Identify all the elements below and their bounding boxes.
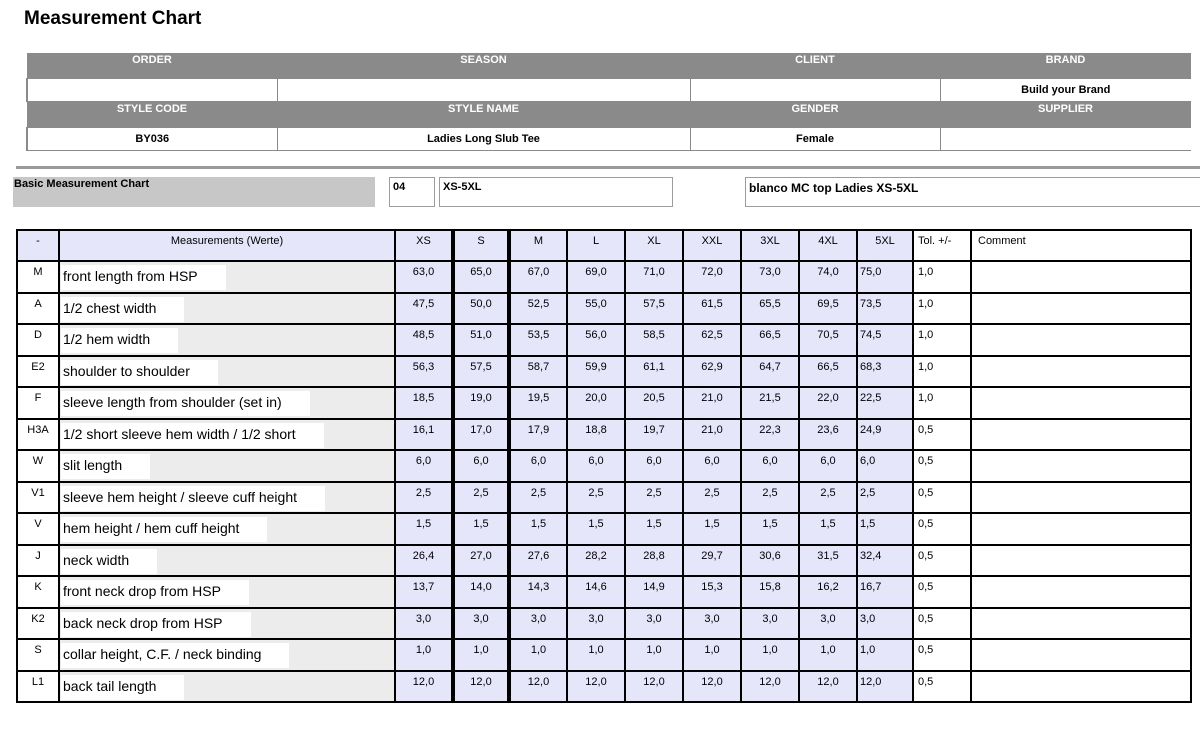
value-4xl[interactable]: 3,0 [799,608,857,640]
value-xl[interactable]: 12,0 [625,671,683,703]
row-code: A [17,293,59,325]
brand-label: BRAND [940,53,1191,79]
value-4xl[interactable]: 23,6 [799,419,857,451]
value-m[interactable]: 27,6 [509,545,567,577]
measurement-name-cell [59,671,395,703]
value-4xl[interactable]: 31,5 [799,545,857,577]
value-3xl[interactable]: 15,8 [741,576,799,608]
row-code: D [17,324,59,356]
value-m[interactable]: 2,5 [509,482,567,514]
tolerance-cell[interactable]: 0,5 [913,513,971,545]
value-s[interactable]: 17,0 [453,419,509,451]
value-5xl[interactable]: 1,0 [857,639,913,671]
page-title: Measurement Chart [24,8,202,29]
value-l[interactable]: 28,2 [567,545,625,577]
value-xxl[interactable]: 1,0 [683,639,741,671]
measurement-name[interactable]: 1/2 short sleeve hem width / 1/2 short [61,423,324,448]
measurement-name[interactable]: collar height, C.F. / neck binding [61,643,289,668]
tolerance-cell[interactable]: 0,5 [913,576,971,608]
value-xxl[interactable]: 3,0 [683,608,741,640]
client-field[interactable] [690,79,940,102]
measurement-name[interactable]: sleeve hem height / sleeve cuff height [61,486,325,511]
value-l[interactable]: 69,0 [567,261,625,293]
value-l[interactable]: 6,0 [567,450,625,482]
col-header-5xl: 5XL [857,230,913,261]
value-xxl[interactable]: 72,0 [683,261,741,293]
value-4xl[interactable]: 69,5 [799,293,857,325]
value-xs[interactable]: 16,1 [395,419,453,451]
value-s[interactable]: 3,0 [453,608,509,640]
comment-cell[interactable] [971,671,1191,703]
comment-cell[interactable] [971,419,1191,451]
row-code: E2 [17,356,59,388]
description-field[interactable]: blanco MC top Ladies XS-5XL [745,177,1200,207]
value-s[interactable]: 12,0 [453,671,509,703]
value-4xl[interactable]: 74,0 [799,261,857,293]
value-xs[interactable]: 6,0 [395,450,453,482]
measurement-name-cell [59,482,395,514]
header-info-grid [26,53,1191,151]
value-4xl[interactable]: 6,0 [799,450,857,482]
value-m[interactable]: 52,5 [509,293,567,325]
size-range-field[interactable]: XS-5XL [439,177,673,207]
measurement-name-cell [59,356,395,388]
value-xxl[interactable]: 15,3 [683,576,741,608]
order-field[interactable] [27,79,277,102]
table-row [17,608,1191,640]
col-header-xl: XL [625,230,683,261]
row-code: V [17,513,59,545]
comment-cell[interactable] [971,387,1191,419]
measurement-name[interactable]: front neck drop from HSP [61,580,249,605]
value-4xl[interactable]: 70,5 [799,324,857,356]
value-5xl[interactable]: 6,0 [857,450,913,482]
value-m[interactable]: 3,0 [509,608,567,640]
value-l[interactable]: 55,0 [567,293,625,325]
value-s[interactable]: 65,0 [453,261,509,293]
value-4xl[interactable]: 1,5 [799,513,857,545]
measurement-name[interactable]: shoulder to shoulder [61,360,218,385]
col-header-l: L [567,230,625,261]
value-xl[interactable]: 3,0 [625,608,683,640]
col-header-code: - [17,230,59,261]
value-m[interactable]: 6,0 [509,450,567,482]
value-xs[interactable]: 12,0 [395,671,453,703]
value-xs[interactable]: 3,0 [395,608,453,640]
value-xs[interactable]: 13,7 [395,576,453,608]
row-code: V1 [17,482,59,514]
value-m[interactable]: 12,0 [509,671,567,703]
table-row [17,356,1191,388]
row-code: K [17,576,59,608]
value-3xl[interactable]: 66,5 [741,324,799,356]
row-code: J [17,545,59,577]
value-3xl[interactable]: 1,5 [741,513,799,545]
value-xxl[interactable]: 12,0 [683,671,741,703]
value-xl[interactable]: 1,0 [625,639,683,671]
value-5xl[interactable]: 32,4 [857,545,913,577]
row-code: M [17,261,59,293]
table-row [17,576,1191,608]
measurement-name[interactable]: hem height / hem cuff height [61,517,267,542]
table-row [17,419,1191,451]
value-5xl[interactable]: 74,5 [857,324,913,356]
table-row [17,482,1191,514]
measurement-name-cell [59,513,395,545]
value-4xl[interactable]: 66,5 [799,356,857,388]
row-code: S [17,639,59,671]
value-s[interactable]: 1,5 [453,513,509,545]
col-header-m: M [509,230,567,261]
value-xxl[interactable]: 62,5 [683,324,741,356]
tolerance-cell[interactable]: 0,5 [913,639,971,671]
value-xl[interactable]: 28,8 [625,545,683,577]
table-row [17,513,1191,545]
value-5xl[interactable]: 24,9 [857,419,913,451]
supplier-label: SUPPLIER [940,102,1191,128]
value-l[interactable]: 56,0 [567,324,625,356]
comment-cell[interactable] [971,576,1191,608]
value-s[interactable]: 27,0 [453,545,509,577]
tolerance-cell[interactable]: 0,5 [913,482,971,514]
measurement-name[interactable]: back tail length [61,675,184,700]
measurement-name-cell [59,450,395,482]
measurement-name[interactable]: sleeve length from shoulder (set in) [61,391,310,416]
table-row [17,261,1191,293]
row-code: K2 [17,608,59,640]
value-xs[interactable]: 1,5 [395,513,453,545]
supplier-field[interactable] [940,128,1191,151]
value-s[interactable]: 1,0 [453,639,509,671]
col-header-xxl: XXL [683,230,741,261]
value-3xl[interactable]: 3,0 [741,608,799,640]
client-label: CLIENT [690,53,940,79]
value-3xl[interactable]: 2,5 [741,482,799,514]
value-4xl[interactable]: 22,0 [799,387,857,419]
value-3xl[interactable]: 22,3 [741,419,799,451]
table-row [17,639,1191,671]
measurement-name[interactable]: back neck drop from HSP [61,612,251,637]
value-3xl[interactable]: 12,0 [741,671,799,703]
row-code: H3A [17,419,59,451]
value-5xl[interactable]: 1,5 [857,513,913,545]
col-header-tolerance: Tol. +/- [913,230,971,261]
code-field[interactable]: 04 [389,177,435,207]
value-xl[interactable]: 20,5 [625,387,683,419]
style-code-label: STYLE CODE [27,102,277,128]
value-m[interactable]: 1,5 [509,513,567,545]
value-5xl[interactable]: 12,0 [857,671,913,703]
measurement-name-cell [59,576,395,608]
value-l[interactable]: 18,8 [567,419,625,451]
tolerance-cell[interactable]: 0,5 [913,450,971,482]
value-5xl[interactable]: 3,0 [857,608,913,640]
value-s[interactable]: 6,0 [453,450,509,482]
value-xs[interactable]: 18,5 [395,387,453,419]
col-header-4xl: 4XL [799,230,857,261]
table-header-row [17,230,1191,261]
value-s[interactable]: 57,5 [453,356,509,388]
value-xl[interactable]: 1,5 [625,513,683,545]
row-code: F [17,387,59,419]
value-3xl[interactable]: 30,6 [741,545,799,577]
value-l[interactable]: 59,9 [567,356,625,388]
tolerance-cell[interactable]: 0,5 [913,608,971,640]
value-3xl[interactable]: 21,5 [741,387,799,419]
value-s[interactable]: 19,0 [453,387,509,419]
measurement-name-cell [59,608,395,640]
value-xs[interactable]: 26,4 [395,545,453,577]
value-l[interactable]: 2,5 [567,482,625,514]
style-name-field[interactable]: Ladies Long Slub Tee [277,128,690,151]
row-code: W [17,450,59,482]
value-l[interactable]: 20,0 [567,387,625,419]
comment-cell[interactable] [971,482,1191,514]
table-row [17,324,1191,356]
comment-cell[interactable] [971,513,1191,545]
measurement-name[interactable]: 1/2 hem width [61,328,178,353]
measurement-name-cell [59,545,395,577]
measurement-name-cell [59,324,395,356]
value-5xl[interactable]: 68,3 [857,356,913,388]
section-label: Basic Measurement Chart [13,177,375,207]
value-m[interactable]: 1,0 [509,639,567,671]
season-label: SEASON [277,53,690,79]
row-code: L1 [17,671,59,703]
comment-cell[interactable] [971,324,1191,356]
gender-label: GENDER [690,102,940,128]
value-xs[interactable]: 63,0 [395,261,453,293]
tolerance-cell[interactable]: 0,5 [913,671,971,703]
value-xxl[interactable]: 62,9 [683,356,741,388]
value-5xl[interactable]: 16,7 [857,576,913,608]
value-xxl[interactable]: 21,0 [683,419,741,451]
comment-cell[interactable] [971,293,1191,325]
table-row [17,450,1191,482]
tolerance-cell[interactable]: 1,0 [913,261,971,293]
col-header-s: S [453,230,509,261]
value-s[interactable]: 14,0 [453,576,509,608]
value-s[interactable]: 51,0 [453,324,509,356]
value-m[interactable]: 67,0 [509,261,567,293]
value-l[interactable]: 1,5 [567,513,625,545]
table-row [17,293,1191,325]
col-header-xs: XS [395,230,453,261]
value-xs[interactable]: 56,3 [395,356,453,388]
value-3xl[interactable]: 64,7 [741,356,799,388]
measurement-name-cell [59,261,395,293]
tolerance-cell[interactable]: 1,0 [913,356,971,388]
value-xxl[interactable]: 2,5 [683,482,741,514]
comment-cell[interactable] [971,450,1191,482]
value-4xl[interactable]: 2,5 [799,482,857,514]
value-3xl[interactable]: 73,0 [741,261,799,293]
value-5xl[interactable]: 73,5 [857,293,913,325]
measurement-name[interactable]: slit length [61,454,150,479]
value-4xl[interactable]: 1,0 [799,639,857,671]
style-code-field[interactable]: BY036 [27,128,277,151]
measurement-name-cell [59,419,395,451]
value-s[interactable]: 50,0 [453,293,509,325]
value-l[interactable]: 3,0 [567,608,625,640]
gender-field[interactable]: Female [690,128,940,151]
value-xl[interactable]: 71,0 [625,261,683,293]
value-xs[interactable]: 2,5 [395,482,453,514]
value-xl[interactable]: 2,5 [625,482,683,514]
col-header-measurements: Measurements (Werte) [59,230,395,261]
order-label: ORDER [27,53,277,79]
value-m[interactable]: 14,3 [509,576,567,608]
value-xl[interactable]: 6,0 [625,450,683,482]
value-l[interactable]: 12,0 [567,671,625,703]
value-m[interactable]: 58,7 [509,356,567,388]
value-xl[interactable]: 14,9 [625,576,683,608]
value-xl[interactable]: 19,7 [625,419,683,451]
col-header-3xl: 3XL [741,230,799,261]
value-5xl[interactable]: 2,5 [857,482,913,514]
season-field[interactable] [277,79,690,102]
value-xxl[interactable]: 6,0 [683,450,741,482]
value-l[interactable]: 14,6 [567,576,625,608]
table-row [17,387,1191,419]
measurement-name[interactable]: front length from HSP [61,265,226,290]
value-xxl[interactable]: 29,7 [683,545,741,577]
tolerance-cell[interactable]: 0,5 [913,419,971,451]
value-m[interactable]: 19,5 [509,387,567,419]
comment-cell[interactable] [971,608,1191,640]
comment-cell[interactable] [971,639,1191,671]
tolerance-cell[interactable]: 0,5 [913,545,971,577]
measurement-name-cell [59,293,395,325]
value-xxl[interactable]: 21,0 [683,387,741,419]
col-header-comment: Comment [971,230,1191,261]
value-m[interactable]: 53,5 [509,324,567,356]
value-4xl[interactable]: 12,0 [799,671,857,703]
table-row [17,545,1191,577]
value-xs[interactable]: 48,5 [395,324,453,356]
value-5xl[interactable]: 22,5 [857,387,913,419]
comment-cell[interactable] [971,261,1191,293]
measurement-name[interactable]: neck width [61,549,157,574]
measurement-table [16,229,1192,703]
value-xxl[interactable]: 61,5 [683,293,741,325]
value-xl[interactable]: 61,1 [625,356,683,388]
style-name-label: STYLE NAME [277,102,690,128]
measurement-name[interactable]: 1/2 chest width [61,297,184,322]
value-l[interactable]: 1,0 [567,639,625,671]
value-5xl[interactable]: 75,0 [857,261,913,293]
value-m[interactable]: 17,9 [509,419,567,451]
value-xl[interactable]: 58,5 [625,324,683,356]
section-divider [16,166,1200,169]
brand-field[interactable]: Build your Brand [940,79,1191,102]
comment-cell[interactable] [971,545,1191,577]
table-row [17,671,1191,703]
value-3xl[interactable]: 1,0 [741,639,799,671]
value-3xl[interactable]: 65,5 [741,293,799,325]
value-s[interactable]: 2,5 [453,482,509,514]
value-xs[interactable]: 1,0 [395,639,453,671]
value-4xl[interactable]: 16,2 [799,576,857,608]
tolerance-cell[interactable]: 1,0 [913,387,971,419]
tolerance-cell[interactable]: 1,0 [913,293,971,325]
value-xxl[interactable]: 1,5 [683,513,741,545]
measurement-name-cell [59,639,395,671]
value-xs[interactable]: 47,5 [395,293,453,325]
tolerance-cell[interactable]: 1,0 [913,324,971,356]
comment-cell[interactable] [971,356,1191,388]
measurement-name-cell [59,387,395,419]
value-3xl[interactable]: 6,0 [741,450,799,482]
value-xl[interactable]: 57,5 [625,293,683,325]
